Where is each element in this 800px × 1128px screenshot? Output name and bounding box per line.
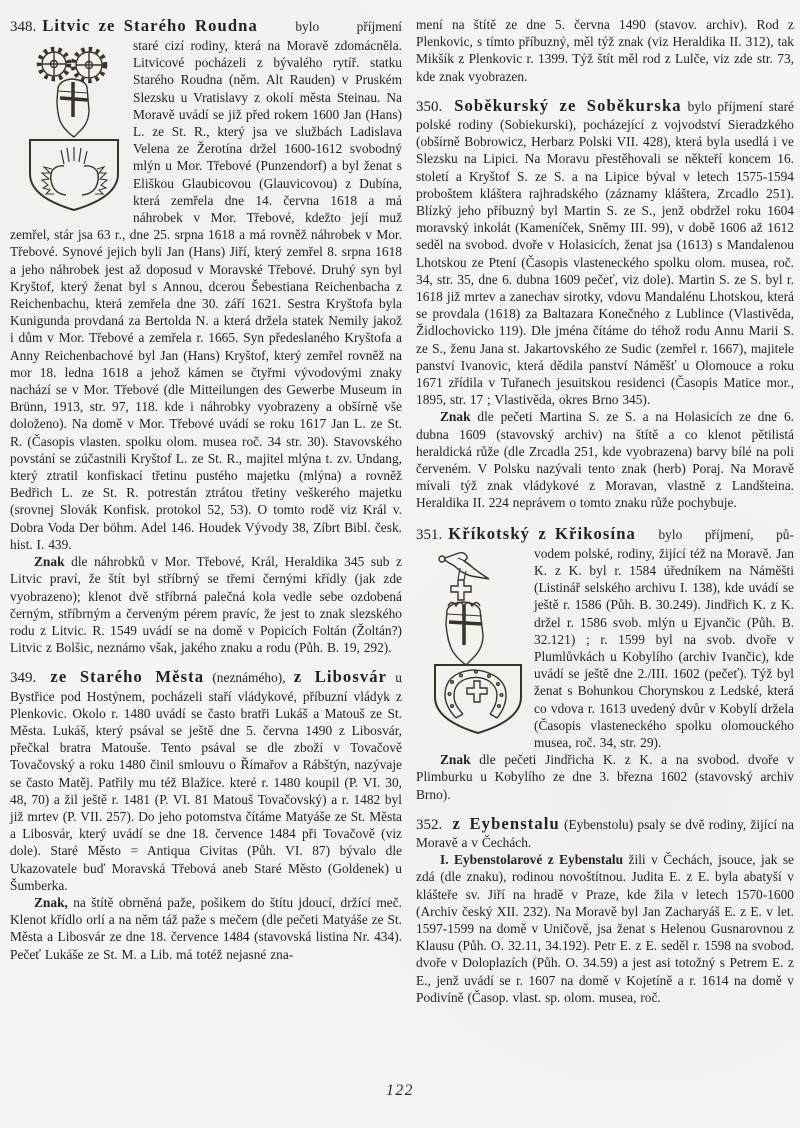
entry-349-continuation: mení na štítě ze dne 5. června 1490 (stavov. archiv). Rod z Plenkovic, s tímto příbuzný, měl týž znak (viz Heraldika II. 312), tak Mikšík z Plenkovic r. 1399. Týž štít měl rod z Lulče, viz zde str. 73, kde znak vyobrazen. — [416, 17, 794, 84]
entry-351-znak-paragraph — [416, 751, 794, 803]
entry-number: 352. — [416, 816, 443, 833]
entry-351 — [416, 524, 794, 803]
entry-title-note: (neznámého), — [212, 670, 286, 686]
krikotsky-arms-svg — [432, 548, 524, 736]
two-column-layout — [10, 16, 794, 1006]
heading-word: příjmení, — [704, 526, 754, 542]
entry-number: 351. — [416, 526, 443, 543]
entry-350-body — [416, 97, 794, 409]
bird-crest — [439, 552, 489, 599]
entry-number: 350. — [416, 98, 443, 115]
znak-label: Znak — [440, 409, 471, 425]
horseshoe-shield — [435, 665, 521, 733]
torse-and-helm — [446, 602, 483, 665]
entry-title: Litvic ze Starého Roudna — [42, 16, 258, 35]
entry-348-znak-paragraph — [10, 553, 402, 656]
entry-351-body — [416, 545, 794, 751]
heading-word: pů- — [776, 526, 794, 542]
entry-351-heading — [416, 524, 794, 545]
left-column — [10, 16, 402, 1006]
znak-text: na štítě obrněná paže, pošikem do štítu jdoucí, držící meč. Klenot křídlo orlí a na něm táž paže s mečem (dle pečeti Matyáše ze St. Města a Libosvár ze dne 18. července 1484 (stavovská listina Nr. 434). Pečeť Lukáše ze St. M. a Lib. má totéž nejasné zna- — [10, 894, 402, 962]
entry-350 — [416, 97, 794, 512]
krikotsky-coat-of-arms-illustration — [432, 548, 524, 736]
entry-348-text: staré cizí rodiny, která na Moravě zdomácněla. Litvicové pocházeli z bývalého rytíř. statku Starého Roudna (něm. Alt Rauden) v Pruském Slezsku u Vratislavy z okolí města Steinau. Na Moravě uvádí se již před rokem 1600 Jan (Hans) L. ze St. R., který jsa ve službách Ladislava Velena ze Žerotína držel 1600-1612 svobodný mlýn u Mor. Třebové (Punzendorf) a byl ženat s Eliškou Glaubicovou (Glauvicovou) z Dubína, která zemřela dne 14. června 1618 a má náhrobek v Mor. Třebové, kdežto její muž zemřel, stár jsa 63 r., dne 25. srpna 1618 a má rovněž náhrobek v Mor. Třebové. Synové jejich byli Jan (Hans) Jiří, který zemřel 8. srpna 1618 a jeho náhrobek jest až doposud v Moravské Třebové. Druhý syn byl Kryštof, který ženat byl s Annou, dcerou Šebestiana Reichenbacha z Reichenbachu, která zemřela dne 30. září 1621. Sestra Kryštofa byla Kunigunda provdaná za Bertolda N. a která držela statek Nemily jakož i dům v Mor. Třebové a zemřela r. 1665. Syn předeslaného Kryštofa a Anny Reichenbachové byl Jan (Hans) Kryštof, který zemřel rovněž na mor 18. ledna 1618 a jehož kámen se čtyřmi vývodovými znaky nachází se v Mor. Třebové (dle Mitteilungen des Gewerbe Museum in Brünn, 1913, str. 97, 118. kde i náhrobky vyobrazeny a obšírně vše doloženo). Na domě v Mor. Třebové uvádí se roku 1617 Jan L. ze St. R. (Časopis vlasten. spolku olom. musea roč. 34 str. 30). Stavovského povstání se zúčastnili Kryštof L. ze St. R., majitel mlýna t. zv. Undang, který ztratil konfiskací třetinu pustého majetku (mlýna) a rovněž Bedřich L. ze St. R. potrestán ztrátou třetiny veškerého majetku (srovnej Slovák Konfisk. protokol 52, 53). O tomto rodě viz Král v. Dobra Voda Der böhm. Adel 146. Houdek Vývody 38, Zíbrt Bibl. česk. hist. I. 439. — [10, 38, 402, 552]
znak-label: Znak — [440, 752, 471, 768]
entry-350-text: bylo příjmení staré polské rodiny (Sobiekurski), pocházející z vojvodství Sieradzkého (obšírně Bobrowicz, Herbarz Polski VII. 428), která byla usedlá i ve Slezsku na Lipici. Na Moravu přestěhovali se někteří koncem 16. století a Kryštof S. ze S. a na Lipice býval v letech 1575-1594 proboštem kláštera rajhradského (záznamy kláštera, Zrcadlo 251). Blízký jeho příbuzný byl Martin S. ze S., jenž obdržel roku 1604 moravský inkolát (Kameníček, Sněmy III. 99), v době 1606 až 1612 seděl na svobod. dvoře v Holasicích, ženat jsa (1613) s Mandalenou Lhotskou ze Ptení (Časopis vlasteneckého spolku olom. musea, roč. 34, str. 35, dne 6. dubna 1609 pečeť, viz dole). Martin S. ze S. byl r. 1618 již mrtev a zanechav sirotky, vdovu Mandalénu Lhotskou, která se provdala (1618) za Baltazara Konečného z Lublince (Vlastivěda, Židlochovicko 119). Dle jména čítáme do téhož rodu Annu Marii S. ze S., ženu Jana st. Jakartovského ze Sudic (zemřel r. 1667), majitele panství Ivanovic, která dědila panství Náměšť u Olomouce a roku 1671 zřídila v Tuřanech jesuitskou residenci (Časopis Matice mor., 1895, str. 17 ; Vlastivěda, okres Brno 345). — [416, 98, 794, 408]
heading-word: bylo — [295, 19, 320, 34]
litvic-arms-svg — [26, 42, 122, 212]
znak-text: dle náhrobků v Mor. Třebové, Král, Heraldika 345 sub z Litvic praví, že štít byl stříbrný se třemi černými křídly (jak zde vyobrazeno); klenot dvě stříbrná palečná kola vedle sebe ozdobená černým, stříbrným a červeným pérem pravíc, že jest to znak slezského rodu z Litvic. R. 1549 uvádí se na domě v Popicích Foltán (Žoltán?) Litvic z Bolšic, neznámo však, jakého znaku a rodu (Půh. B. 19, 292). — [10, 554, 402, 656]
page-number: 122 — [386, 1082, 414, 1099]
entry-351-text: vodem polské, rodiny, žijící též na Moravě. Jan K. z K. byl r. 1584 úředníkem na Náměšti (Listinář selského archivu I. 138), kde uvádí se ještě r. 1586 (Půh. B. 30.249). Jindřich K. z K. držel r. 1586 svob. mlýn u Ejvančic (Půh. B. 32.121) ; r. 1599 byl na svob. dvoře v Plumlůvkách u Kobylího (archiv Ivančic), kde uvádí se ještě dne 2./III. 1602 (pečeť). Týž byl ženat s Bohunkou Chorynskou z Ledské, která co vdova r. 1613 uvedený dvůr v Kobylí držela (Časopis vlasteneckého spolku olomouckého musea, roč. 34, str. 29). — [534, 545, 794, 750]
family-branch-label: I. Eybenstolarové z Eybenstalu — [440, 852, 624, 868]
entry-number: 349. — [10, 670, 37, 687]
litvic-coat-of-arms-illustration — [26, 42, 122, 212]
entry-348-heading — [10, 16, 402, 37]
entry-title: Kříkotský z Křikosína — [448, 523, 636, 543]
znak-text: dle pečeti Martina S. ze S. a na Holasicích ze dne 6. dubna 1609 (stavovský archiv) na štítě a co klenot pětilistá heraldická růže (dle Zrcadla 251, kde vyobrazena) barvy bílé na poli červeném. V Polsku nazývali tento znak (herb) Poraj. Na Moravě mívali týž znak vládykové z Moravan, vlastně z Landšteina. Heraldika II. 224 neprávem o tomto znaku růže pochybuje. — [416, 409, 794, 511]
winged-shield — [30, 140, 118, 210]
entry-352-text-2: žili v Čechách, jsouce, jak se zdá (dle znaku), rodinou novoštítnou. Judita E. z E. byla abatyší v klášteře sv. Jiří na hradě v Praze, kde žila v letech 1570-1600 (Archiv český XII. 232). Na Moravě byl Jan Zacharyáš E. z E. v let. 1597-1599 na domě v Uničově, jsa ženat s Helenou Gusnarovnou z Klausu (Půh. O. 32.11, 34.192). Petr E. z E. seděl r. 1598 na svobod. dvoře v Doloplazích (Půh. O. 34.59) a jest asi totožný s Petrem E. z E., jenž uvádí se r. 1607 na domě v Kojetíně a r. 1614 na domě v Podivíně (Časop. vlast. sp. olom. musea, roč. — [416, 852, 795, 1005]
great-helm — [57, 79, 89, 137]
right-column — [416, 16, 794, 1006]
entry-number: 348. — [10, 19, 37, 35]
znak-text: dle pečeti Jindřicha K. z K. a na svobod. dvoře v Plimburku u Kobylího ze dne 3. března 1602 (stavovský archiv Brno). — [416, 752, 794, 802]
heading-word: příjmení — [356, 19, 402, 34]
entry-349-body — [10, 668, 402, 894]
entry-349-text: u Bystřice pod Hostýnem, pocházeli staří vládykové, příbuzní vládyk z Plenkovic. Okolo r. 1480 uvádí se často bratři Lukáš a Matouš ze St. Města. Lukáš, který psával se ještě dne 5. června 1490 z Libosvár, přečkal bratra Matouše. Tento psával se dle zboží v Tovačově Tovačovský a roku 1480 činil smlouvu o Římařov a Rábštýn, nazývaje se často Matěj. Patřily mu též Blažice. které r. 1480 koupil (P. VI. 30, 48, 70) a žil ještě r. 1481 (P. VI. 81 Matouš Tovačovský) a r. 1482 byl již mrtev (P. VII. 257). Do jeho potomstva čítáme Matyáše ze St. Města a Libosvár, který uvádí se dne 18. července 1484 při Tovačově (viz dole). Staré Město = Antiqua Civitas (Půh. VI. 87) bývalo dle Ukazovatele buď Moravská Třebová aneb Staré Město (Goldenek) u Šumberka. — [10, 670, 402, 893]
znak-label: Znak — [34, 554, 65, 570]
entry-348-body — [10, 37, 402, 553]
entry-title: z Libosvár — [293, 667, 388, 687]
entry-title: z Eybenstalu — [452, 813, 560, 833]
entry-352-body — [416, 815, 794, 851]
entry-348-title-group — [10, 16, 258, 37]
entry-350-znak-paragraph — [416, 408, 794, 511]
heading-word: bylo — [658, 526, 683, 542]
entry-349-znak-paragraph — [10, 894, 402, 963]
entry-348 — [10, 16, 402, 656]
entry-351-title-group — [416, 524, 636, 545]
entry-352 — [416, 815, 794, 1006]
entry-title: ze Starého Města — [50, 667, 205, 687]
entry-title: Soběkurský ze Soběkurska — [454, 95, 682, 115]
gear-wheels-crest — [39, 49, 105, 81]
znak-label: Znak, — [34, 894, 68, 910]
entry-349 — [10, 668, 402, 962]
entry-352-text: (Eybenstolu) psaly se dvě rodiny, žijící na Moravě a v Čechách. — [416, 816, 794, 850]
entry-352-paragraph-2 — [416, 851, 794, 1006]
